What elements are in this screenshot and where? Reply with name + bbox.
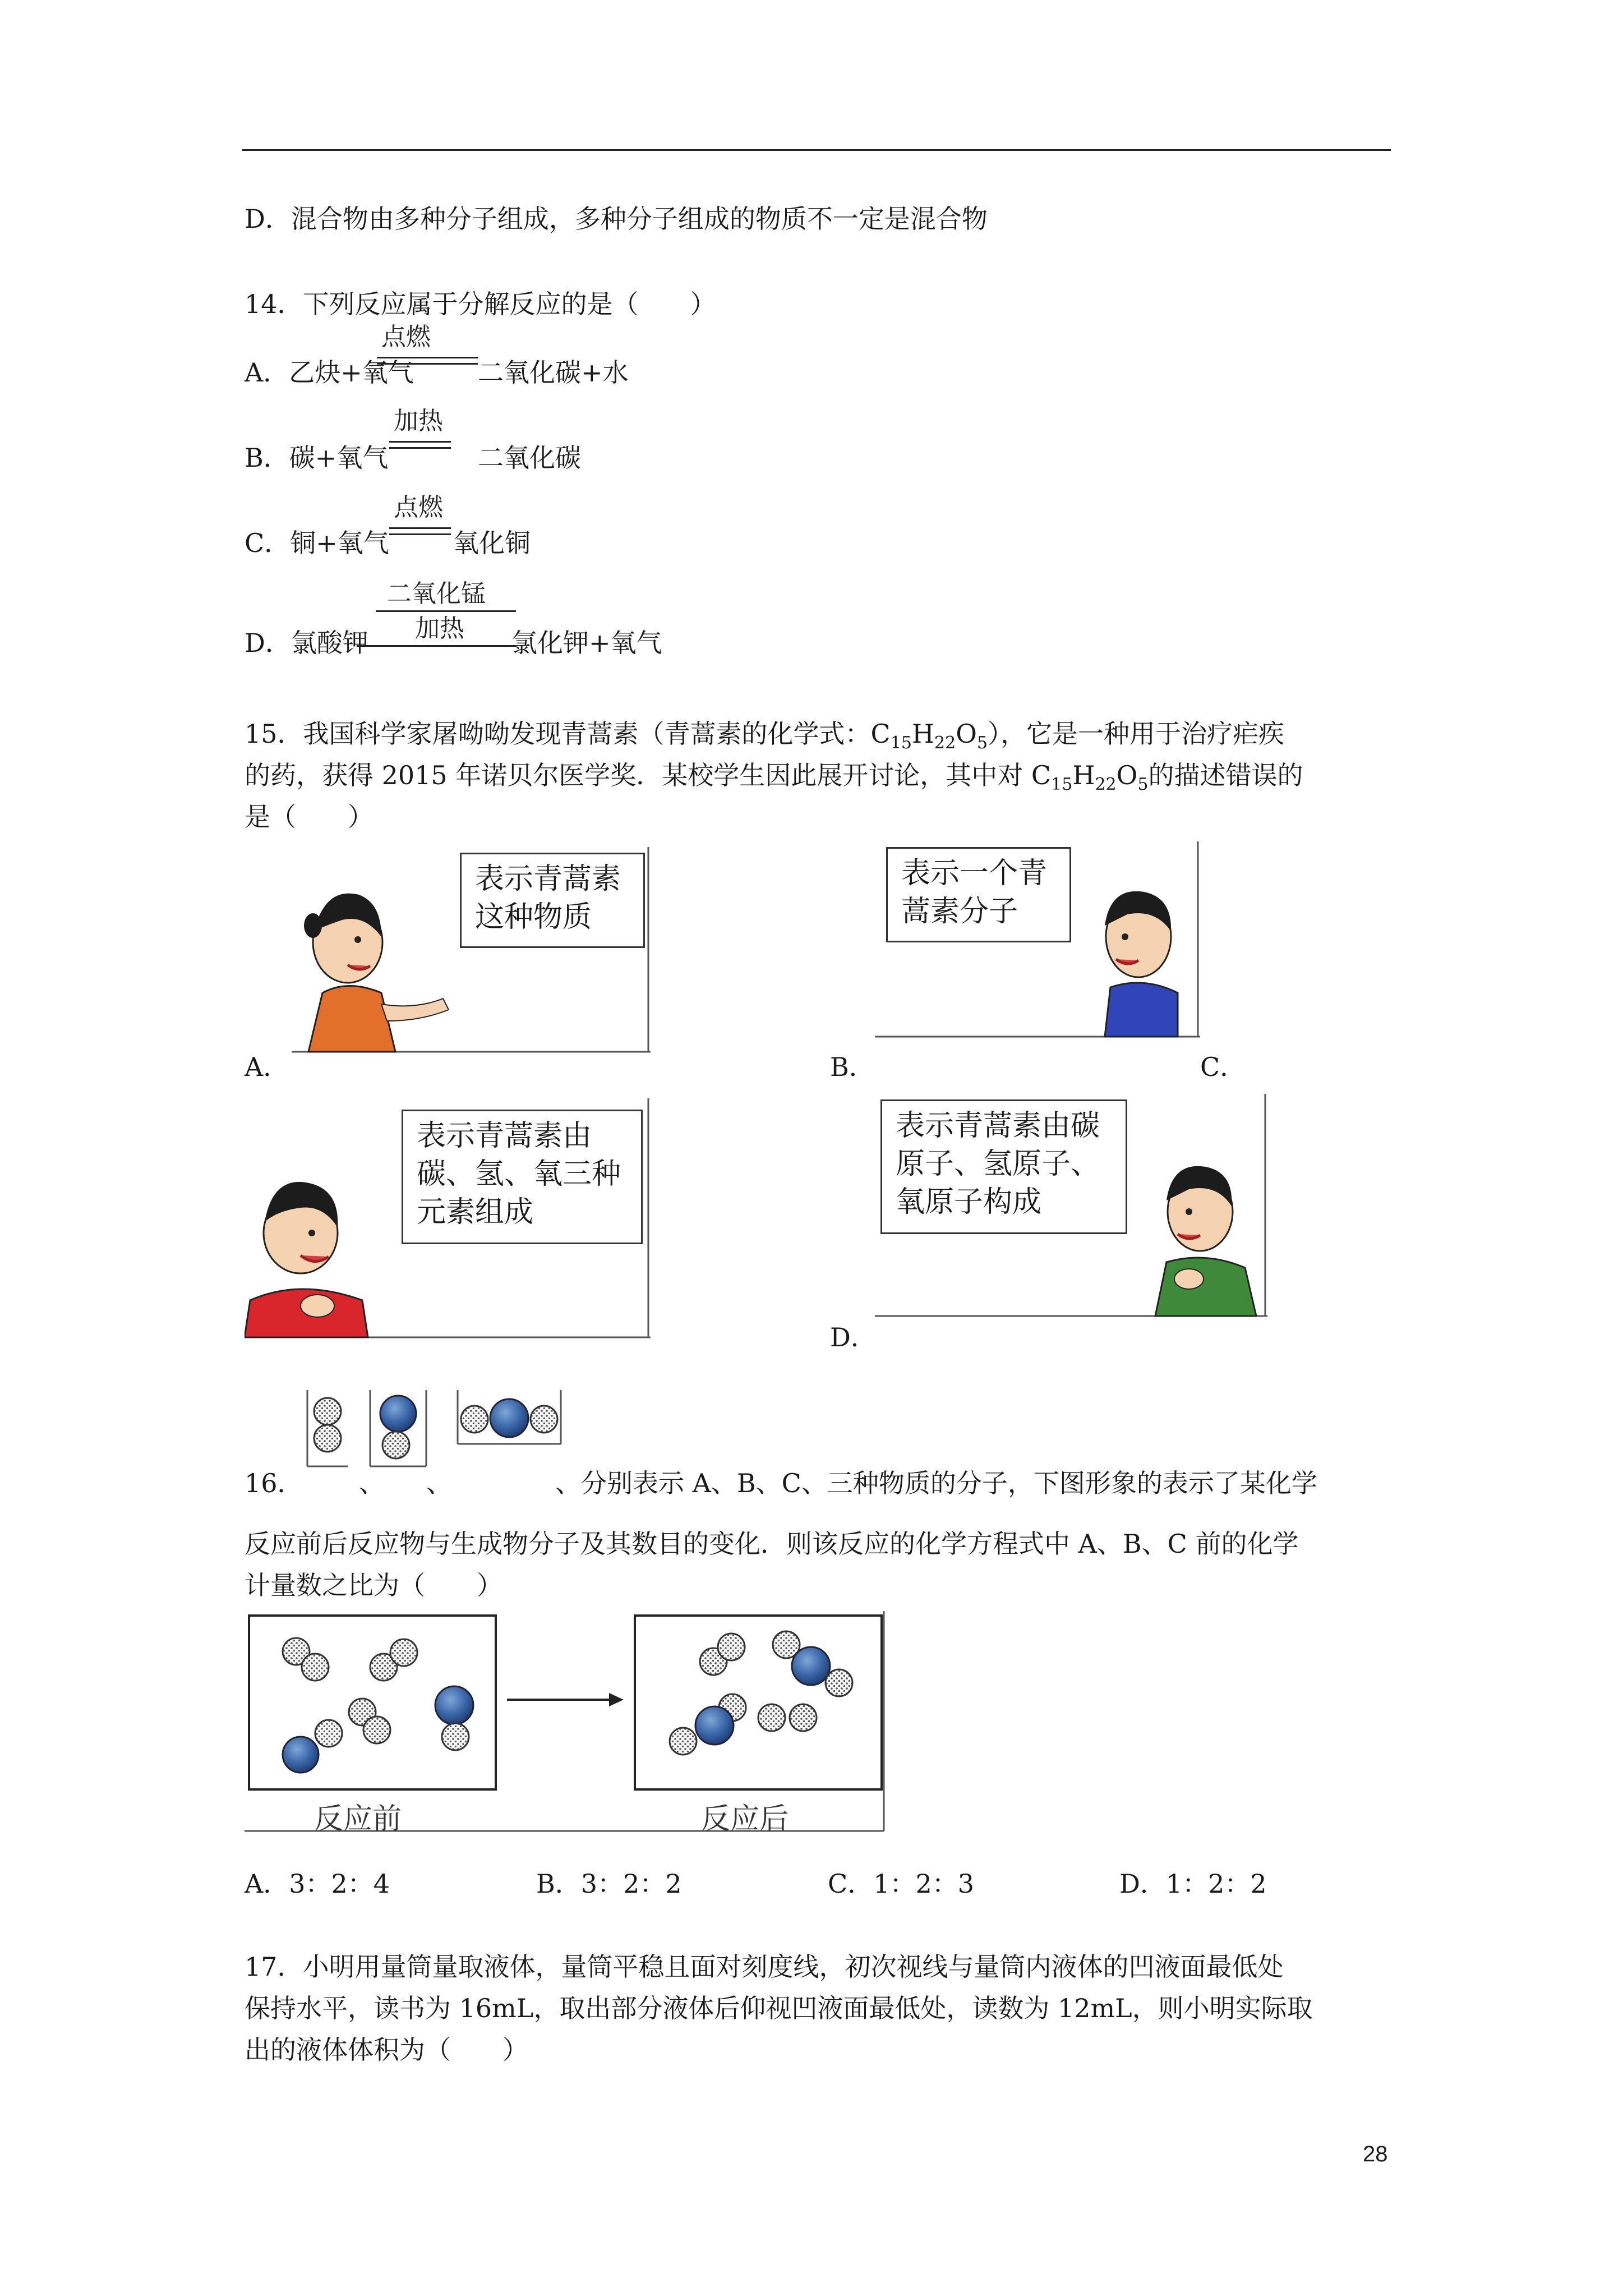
- bubble-d: 表示青蒿素由碳 原子、氢原子、 氧原子构成: [880, 1099, 1127, 1234]
- molecule-a-icon: [307, 1390, 348, 1466]
- q16-number: 16．: [245, 1468, 303, 1498]
- q14-b-left: B．碳+氧气: [245, 443, 389, 473]
- q14-a-arrow: [377, 357, 478, 365]
- molecule-c-icon: [458, 1390, 561, 1444]
- q15-line2: 的药，获得 2015 年诺贝尔医学奖．某校学生因此展开讨论，其中对 $C_{15}H_{22}O_5$的描述错误的: [245, 760, 1303, 794]
- q15-line3: 是（ ）: [245, 802, 374, 832]
- bubble-c: 表示青蒿素由 碳、氢、氧三种 元素组成: [402, 1110, 643, 1244]
- q16-sep1: 、: [359, 1468, 385, 1498]
- q16-sep2: 、: [426, 1468, 452, 1498]
- q16-option-d: D．1：2：2: [1119, 1869, 1267, 1899]
- q15-panel-c: [245, 1098, 651, 1340]
- q14-d-left: D．氯酸钾: [245, 628, 368, 658]
- q15-panel-d: [875, 1094, 1267, 1318]
- q16-option-b: B．3：2：2: [536, 1869, 682, 1899]
- q16-line3: 计量数之比为（ ）: [245, 1570, 502, 1600]
- q15-opt-d: D．: [830, 1322, 877, 1352]
- header-rule: [242, 149, 1391, 151]
- q14-d-arrow-top: [376, 610, 516, 612]
- q16-option-c: C．1：2：3: [828, 1869, 974, 1899]
- q14-d-condition-top: 二氧化锰: [387, 579, 486, 608]
- q15-panel-a: [292, 841, 651, 1055]
- q14-d-condition-bottom: 加热: [415, 614, 464, 643]
- q15-opt-c: C．: [1200, 1052, 1246, 1082]
- q16-line1: 、分别表示 A、B、C、三种物质的分子，下图形象的表示了某化学: [555, 1468, 1317, 1498]
- q17-line1: 17．小明用量筒量取液体，量筒平稳且面对刻度线，初次视线与量筒内液体的凹液面最低处: [245, 1952, 1284, 1982]
- q17-line2: 保持水平，读书为 16mL，取出部分液体后仰视凹液面最低处，读数为 12mL，则小明实际取: [245, 1993, 1313, 2023]
- q14-stem: 14．下列反应属于分解反应的是（ ）: [245, 289, 716, 319]
- q14-b-arrow: [389, 441, 451, 449]
- page-number: 28: [1363, 2142, 1388, 2166]
- after-box: [635, 1616, 882, 1789]
- bubble-b: 表示一个青 蒿素分子: [886, 847, 1071, 942]
- q15-panel-b: [875, 841, 1200, 1039]
- q15-opt-a: A．: [245, 1052, 289, 1082]
- q14-c-arrow: [389, 527, 451, 535]
- q17-line3: 出的液体体积为（ ）: [245, 2035, 528, 2065]
- q14-d-arrow-bottom: [357, 645, 516, 647]
- q14-a-condition: 点燃: [381, 323, 431, 351]
- q16-line2: 反应前后反应物与生成物分子及其数目的变化．则该反应的化学方程式中 A、B、C 前的化学: [245, 1529, 1299, 1559]
- q15-line1: 15．我国科学家屠呦呦发现青蒿素（青蒿素的化学式：$C_{15}H_{22}O_5$），它是一种用于治疗疟疾: [245, 719, 1285, 753]
- q13-option-d: D．混合物由多种分子组成，多种分子组成的物质不一定是混合物: [245, 204, 988, 234]
- q14-a-left: A．乙炔+氧气: [245, 357, 414, 388]
- molecule-b-icon: [370, 1390, 426, 1466]
- q15-opt-b: B．: [830, 1052, 875, 1082]
- q16-molecule-legend: [303, 1389, 572, 1473]
- q14-c-left: C．铜+氧气: [245, 528, 389, 558]
- q16-option-a: A．3：2：4: [245, 1869, 390, 1899]
- q14-a-right: 二氧化碳+水: [478, 357, 629, 388]
- q14-d-right: 氯化钾+氧气: [511, 628, 662, 658]
- q14-c-condition: 点燃: [394, 493, 443, 522]
- q14-b-condition: 加热: [394, 407, 443, 435]
- q14-c-right: 氧化铜: [453, 528, 531, 558]
- before-label: 反应前: [314, 1802, 402, 1836]
- bubble-a: 表示青蒿素 这种物质: [460, 853, 645, 948]
- q14-b-right: 二氧化碳: [478, 443, 581, 473]
- after-label: 反应后: [701, 1802, 789, 1836]
